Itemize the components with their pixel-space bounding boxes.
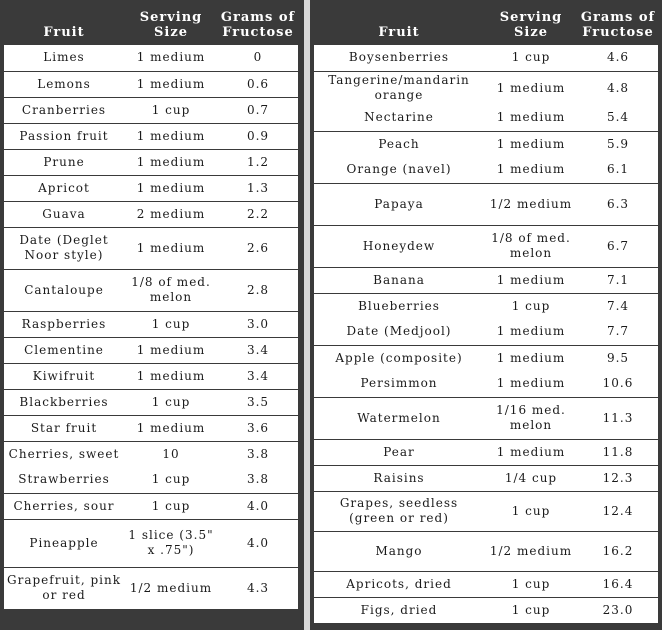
cell-serving: 1 cup xyxy=(124,493,218,519)
table-row xyxy=(314,597,658,623)
cell-serving: 1 cup xyxy=(484,45,578,71)
table-row xyxy=(314,531,658,571)
cell-serving: 1 medium xyxy=(484,105,578,131)
cell-serving: 1/2 medium xyxy=(484,183,578,225)
cell-serving: 1 medium xyxy=(124,149,218,175)
cell-serving: 1 medium xyxy=(484,131,578,157)
header-grams-of-fructose: Grams of Fructose xyxy=(578,0,658,45)
cell-fruit: Raspberries xyxy=(4,311,124,337)
cell-fruit: Orange (navel) xyxy=(314,157,484,183)
header-serving-size: Serving Size xyxy=(484,0,578,45)
cell-fruit: Guava xyxy=(4,201,124,227)
table-row xyxy=(4,567,298,609)
table-row xyxy=(314,157,658,183)
cell-fruit: Blackberries xyxy=(4,389,124,415)
table-row xyxy=(314,439,658,465)
table-row xyxy=(4,363,298,389)
cell-grams: 4.6 xyxy=(578,45,658,71)
cell-grams: 0.7 xyxy=(218,97,298,123)
cell-fruit: Papaya xyxy=(314,183,484,225)
cell-fruit: Boysenberries xyxy=(314,45,484,71)
right-panel xyxy=(310,0,662,630)
table-row xyxy=(4,415,298,441)
cell-fruit: Blueberries xyxy=(314,293,484,319)
cell-grams: 6.3 xyxy=(578,183,658,225)
header-grams-of-fructose: Grams of Fructose xyxy=(218,0,298,45)
cell-serving: 1 medium xyxy=(484,439,578,465)
cell-fruit: Cantaloupe xyxy=(4,269,124,311)
table-row xyxy=(314,319,658,345)
header-serving-size: Serving Size xyxy=(124,0,218,45)
cell-fruit: Raisins xyxy=(314,465,484,491)
fructose-table-right xyxy=(314,0,658,623)
cell-serving: 1 cup xyxy=(124,311,218,337)
table-row xyxy=(4,519,298,567)
cell-fruit: Date (Deglet Noor style) xyxy=(4,227,124,269)
cell-grams: 6.7 xyxy=(578,225,658,267)
cell-serving: 1/8 of med. melon xyxy=(484,225,578,267)
cell-grams: 4.0 xyxy=(218,493,298,519)
cell-grams: 1.3 xyxy=(218,175,298,201)
cell-fruit: Lemons xyxy=(4,71,124,97)
cell-serving: 1/4 cup xyxy=(484,465,578,491)
table-row xyxy=(314,225,658,267)
table-row xyxy=(314,131,658,157)
table-row xyxy=(4,123,298,149)
table-row xyxy=(4,149,298,175)
cell-grams: 3.4 xyxy=(218,337,298,363)
cell-fruit: Grapes, seedless (green or red) xyxy=(314,491,484,531)
header-fruit: Fruit xyxy=(314,0,484,45)
cell-grams: 0.6 xyxy=(218,71,298,97)
cell-serving: 1 medium xyxy=(124,71,218,97)
cell-fruit: Passion fruit xyxy=(4,123,124,149)
table-row xyxy=(314,397,658,439)
table-body-left xyxy=(4,45,298,609)
cell-serving: 1 slice (3.5" x .75") xyxy=(124,519,218,567)
table-row xyxy=(4,311,298,337)
cell-grams: 11.8 xyxy=(578,439,658,465)
cell-grams: 4.3 xyxy=(218,567,298,609)
cell-serving: 1/2 medium xyxy=(484,531,578,571)
cell-fruit: Persimmon xyxy=(314,371,484,397)
cell-serving: 1 medium xyxy=(484,71,578,105)
table-row xyxy=(4,201,298,227)
table-row xyxy=(4,467,298,493)
cell-grams: 2.6 xyxy=(218,227,298,269)
cell-serving: 1 medium xyxy=(124,337,218,363)
table-row xyxy=(4,97,298,123)
table-row xyxy=(314,71,658,105)
cell-fruit: Cranberries xyxy=(4,97,124,123)
cell-grams: 6.1 xyxy=(578,157,658,183)
cell-grams: 5.4 xyxy=(578,105,658,131)
cell-serving: 1 medium xyxy=(484,371,578,397)
cell-serving: 1 cup xyxy=(124,97,218,123)
cell-grams: 2.8 xyxy=(218,269,298,311)
cell-fruit: Banana xyxy=(314,267,484,293)
cell-serving: 1 medium xyxy=(124,415,218,441)
table-row xyxy=(314,571,658,597)
cell-serving: 1 medium xyxy=(124,175,218,201)
cell-grams: 7.7 xyxy=(578,319,658,345)
table-row xyxy=(4,337,298,363)
cell-serving: 1 medium xyxy=(484,319,578,345)
table-row xyxy=(314,491,658,531)
cell-grams: 7.4 xyxy=(578,293,658,319)
table-row xyxy=(314,183,658,225)
table-row xyxy=(314,293,658,319)
cell-serving: 1 cup xyxy=(124,389,218,415)
cell-fruit: Cherries, sweet xyxy=(4,441,124,467)
cell-grams: 1.2 xyxy=(218,149,298,175)
table-row xyxy=(4,175,298,201)
cell-serving: 1 medium xyxy=(484,267,578,293)
cell-serving: 10 xyxy=(124,441,218,467)
cell-serving: 1 cup xyxy=(484,597,578,623)
table-row xyxy=(4,45,298,71)
cell-grams: 3.0 xyxy=(218,311,298,337)
cell-serving: 1 cup xyxy=(124,467,218,493)
cell-fruit: Prune xyxy=(4,149,124,175)
table-row xyxy=(314,105,658,131)
left-panel xyxy=(0,0,304,630)
cell-fruit: Strawberries xyxy=(4,467,124,493)
table-row xyxy=(314,267,658,293)
cell-fruit: Watermelon xyxy=(314,397,484,439)
cell-grams: 12.4 xyxy=(578,491,658,531)
cell-fruit: Clementine xyxy=(4,337,124,363)
cell-serving: 1 medium xyxy=(484,345,578,371)
cell-grams: 16.2 xyxy=(578,531,658,571)
cell-grams: 12.3 xyxy=(578,465,658,491)
table-row xyxy=(314,45,658,71)
table-row xyxy=(4,389,298,415)
cell-grams: 3.6 xyxy=(218,415,298,441)
table-row xyxy=(4,493,298,519)
cell-serving: 1 cup xyxy=(484,491,578,531)
cell-grams: 3.4 xyxy=(218,363,298,389)
cell-grams: 3.8 xyxy=(218,441,298,467)
cell-grams: 9.5 xyxy=(578,345,658,371)
cell-fruit: Pineapple xyxy=(4,519,124,567)
cell-fruit: Kiwifruit xyxy=(4,363,124,389)
table-row xyxy=(314,345,658,371)
table-row xyxy=(4,269,298,311)
cell-fruit: Date (Medjool) xyxy=(314,319,484,345)
fructose-table-left xyxy=(4,0,298,609)
cell-fruit: Grapefruit, pink or red xyxy=(4,567,124,609)
cell-fruit: Honeydew xyxy=(314,225,484,267)
table-row xyxy=(314,465,658,491)
cell-grams: 0.9 xyxy=(218,123,298,149)
cell-grams: 3.5 xyxy=(218,389,298,415)
cell-grams: 16.4 xyxy=(578,571,658,597)
header-row xyxy=(4,0,298,45)
table-row xyxy=(314,371,658,397)
cell-serving: 1/16 med. melon xyxy=(484,397,578,439)
cell-grams: 7.1 xyxy=(578,267,658,293)
cell-serving: 1 medium xyxy=(484,157,578,183)
cell-grams: 3.8 xyxy=(218,467,298,493)
cell-grams: 4.0 xyxy=(218,519,298,567)
cell-fruit: Pear xyxy=(314,439,484,465)
cell-serving: 1 cup xyxy=(484,571,578,597)
cell-fruit: Apricots, dried xyxy=(314,571,484,597)
cell-serving: 1/2 medium xyxy=(124,567,218,609)
cell-grams: 4.8 xyxy=(578,71,658,105)
cell-serving: 1 medium xyxy=(124,123,218,149)
cell-serving: 1 medium xyxy=(124,45,218,71)
cell-serving: 2 medium xyxy=(124,201,218,227)
header-fruit: Fruit xyxy=(4,0,124,45)
cell-fruit: Nectarine xyxy=(314,105,484,131)
cell-grams: 5.9 xyxy=(578,131,658,157)
cell-fruit: Apple (composite) xyxy=(314,345,484,371)
cell-fruit: Figs, dried xyxy=(314,597,484,623)
cell-fruit: Cherries, sour xyxy=(4,493,124,519)
cell-grams: 23.0 xyxy=(578,597,658,623)
cell-serving: 1/8 of med. melon xyxy=(124,269,218,311)
cell-serving: 1 medium xyxy=(124,227,218,269)
header-row xyxy=(314,0,658,45)
cell-fruit: Tangerine/mandarin orange xyxy=(314,71,484,105)
cell-fruit: Star fruit xyxy=(4,415,124,441)
table-row xyxy=(4,441,298,467)
cell-serving: 1 medium xyxy=(124,363,218,389)
cell-serving: 1 cup xyxy=(484,293,578,319)
cell-grams: 2.2 xyxy=(218,201,298,227)
cell-fruit: Limes xyxy=(4,45,124,71)
cell-grams: 0 xyxy=(218,45,298,71)
cell-fruit: Apricot xyxy=(4,175,124,201)
cell-grams: 11.3 xyxy=(578,397,658,439)
table-body-right xyxy=(314,45,658,623)
table-row xyxy=(4,71,298,97)
table-row xyxy=(4,227,298,269)
cell-grams: 10.6 xyxy=(578,371,658,397)
cell-fruit: Peach xyxy=(314,131,484,157)
cell-fruit: Mango xyxy=(314,531,484,571)
